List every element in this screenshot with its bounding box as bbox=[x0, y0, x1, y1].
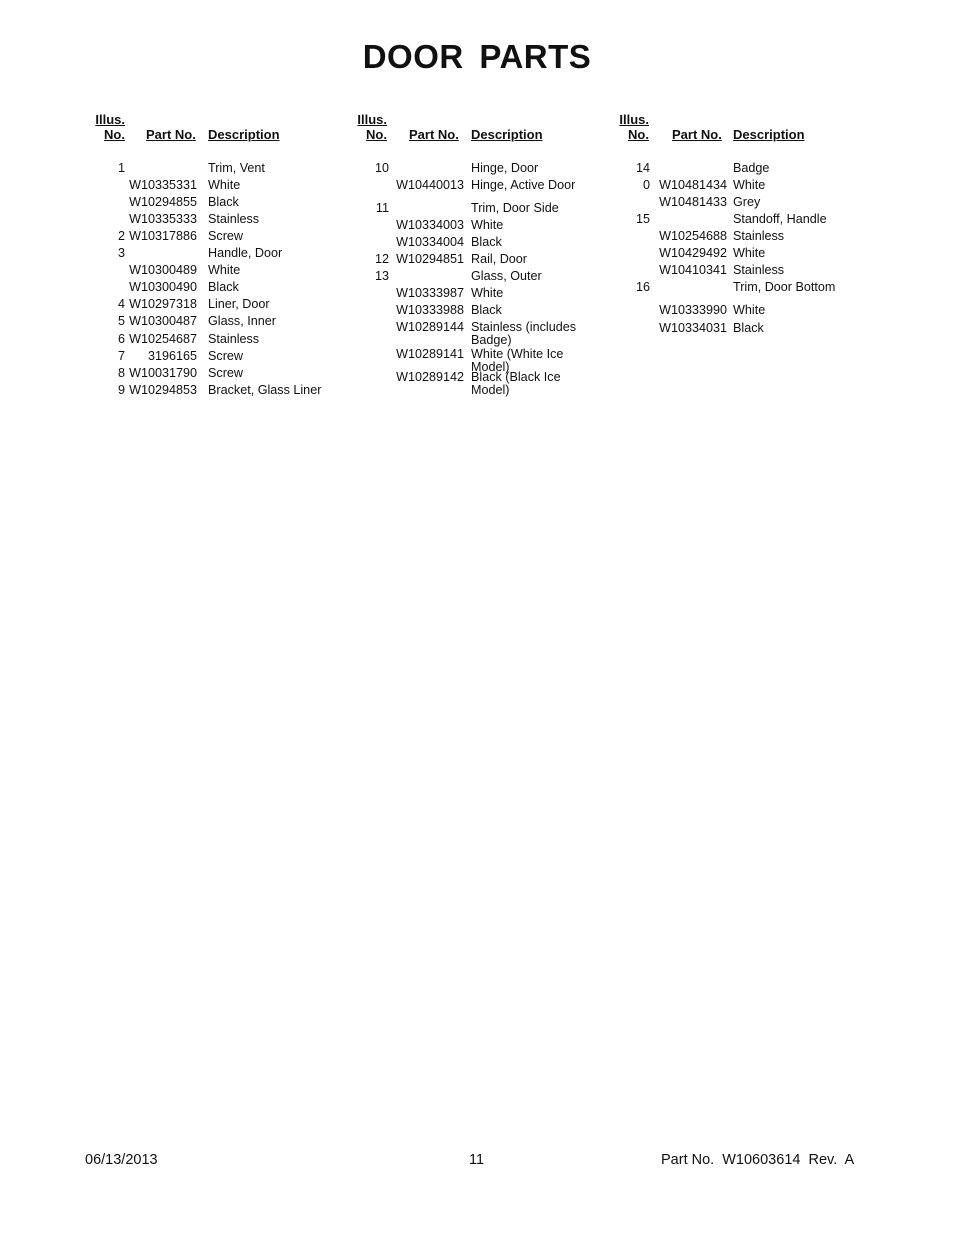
part-description: Hinge, Active Door bbox=[471, 178, 576, 192]
part-number: W10317886 bbox=[129, 229, 197, 243]
illus-number: 10 bbox=[374, 161, 389, 175]
part-number: W10294855 bbox=[129, 195, 197, 209]
part-description: Stainless bbox=[208, 212, 260, 226]
part-description: Screw bbox=[208, 229, 243, 243]
illus-number: 8 bbox=[117, 366, 125, 380]
part-description: White bbox=[471, 218, 504, 232]
part-number: W10335333 bbox=[129, 212, 197, 226]
part-number: W10334003 bbox=[396, 218, 464, 232]
part-no-header: Part No. bbox=[146, 127, 196, 142]
part-description: Black bbox=[733, 321, 764, 335]
illus-number: 9 bbox=[117, 383, 125, 397]
part-description: White bbox=[208, 178, 241, 192]
illus-number: 13 bbox=[374, 269, 389, 283]
part-description: Screw bbox=[208, 349, 243, 363]
part-number: 3196165 bbox=[147, 349, 197, 363]
illus-number: 14 bbox=[635, 161, 650, 175]
part-number: W10334031 bbox=[659, 321, 727, 335]
part-no-header: Part No. bbox=[672, 127, 722, 142]
part-description: Glass, Outer bbox=[471, 269, 542, 283]
part-description: White bbox=[733, 246, 766, 260]
illus-number: 2 bbox=[117, 229, 125, 243]
part-number: W10289142 bbox=[396, 370, 464, 384]
illus-number: 4 bbox=[117, 297, 125, 311]
part-number: W10481434 bbox=[659, 178, 727, 192]
illus-number: 16 bbox=[635, 280, 650, 294]
part-description: Stainless bbox=[733, 263, 785, 277]
page-title: DOOR PARTS bbox=[362, 38, 592, 75]
part-description: Bracket, Glass Liner bbox=[208, 383, 322, 397]
part-description: Stainless bbox=[208, 332, 260, 346]
part-number: W10254687 bbox=[129, 332, 197, 346]
illus-header-line1: Illus. bbox=[357, 112, 387, 127]
part-number: W10481433 bbox=[659, 195, 727, 209]
part-description: Black bbox=[471, 235, 502, 249]
part-description: Black bbox=[208, 280, 239, 294]
part-number: W10289144 bbox=[396, 320, 464, 334]
illus-header-line1: Illus. bbox=[619, 112, 649, 127]
description-header: Description bbox=[471, 127, 543, 142]
part-description: Black bbox=[471, 303, 502, 317]
part-number: W10333990 bbox=[659, 303, 727, 317]
illus-header-line2: No. bbox=[104, 127, 125, 142]
part-number: W10031790 bbox=[129, 366, 197, 380]
description-header: Description bbox=[733, 127, 805, 142]
part-description: Black bbox=[208, 195, 239, 209]
illus-header-line2: No. bbox=[628, 127, 649, 142]
part-description: White bbox=[208, 263, 241, 277]
part-description: Standoff, Handle bbox=[733, 212, 827, 226]
illus-number: 0 bbox=[642, 178, 650, 192]
illus-number: 7 bbox=[117, 349, 125, 363]
illus-header-line2: No. bbox=[366, 127, 387, 142]
part-number: W10297318 bbox=[129, 297, 197, 311]
part-number: W10300490 bbox=[129, 280, 197, 294]
part-description: Black (Black Ice Model) bbox=[471, 370, 561, 397]
illus-number: 6 bbox=[117, 332, 125, 346]
footer-part-number: Part No. W10603614 Rev. A bbox=[661, 1152, 855, 1168]
part-description: Handle, Door bbox=[208, 246, 283, 260]
part-description: Grey bbox=[733, 195, 761, 209]
description-header: Description bbox=[208, 127, 280, 142]
part-description: White bbox=[733, 178, 766, 192]
part-description: Trim, Vent bbox=[208, 161, 265, 175]
footer-date: 06/13/2013 bbox=[85, 1152, 158, 1168]
part-description: White bbox=[733, 303, 766, 317]
part-description: Stainless bbox=[733, 229, 785, 243]
part-number: W10254688 bbox=[659, 229, 727, 243]
part-number: W10333987 bbox=[396, 286, 464, 300]
part-description: Stainless (includes Badge) bbox=[471, 320, 576, 347]
part-description: Badge bbox=[733, 161, 770, 175]
part-description: Screw bbox=[208, 366, 243, 380]
part-number: W10289141 bbox=[396, 347, 464, 361]
part-number: W10429492 bbox=[659, 246, 727, 260]
part-number: W10294851 bbox=[396, 252, 464, 266]
part-no-header: Part No. bbox=[409, 127, 459, 142]
part-description: Trim, Door Side bbox=[471, 201, 559, 215]
illus-number: 1 bbox=[117, 161, 125, 175]
part-description: Rail, Door bbox=[471, 252, 527, 266]
illus-number: 3 bbox=[117, 246, 125, 260]
part-number: W10300487 bbox=[129, 314, 197, 328]
part-description: Trim, Door Bottom bbox=[733, 280, 836, 294]
footer-page-number: 11 bbox=[469, 1152, 485, 1168]
illus-number: 12 bbox=[374, 252, 389, 266]
illus-number: 15 bbox=[635, 212, 650, 226]
part-number: W10334004 bbox=[396, 235, 464, 249]
part-description: Glass, Inner bbox=[208, 314, 276, 328]
illus-number: 5 bbox=[117, 314, 125, 328]
part-number: W10300489 bbox=[129, 263, 197, 277]
illus-number: 11 bbox=[375, 201, 389, 215]
part-number: W10440013 bbox=[396, 178, 464, 192]
part-number: W10294853 bbox=[129, 383, 197, 397]
illus-header-line1: Illus. bbox=[95, 112, 125, 127]
part-number: W10333988 bbox=[396, 303, 464, 317]
part-description: White (White Ice Model) bbox=[471, 347, 564, 374]
part-description: Liner, Door bbox=[208, 297, 270, 311]
part-number: W10335331 bbox=[129, 178, 197, 192]
part-number: W10410341 bbox=[659, 263, 727, 277]
part-description: White bbox=[471, 286, 504, 300]
part-description: Hinge, Door bbox=[471, 161, 539, 175]
